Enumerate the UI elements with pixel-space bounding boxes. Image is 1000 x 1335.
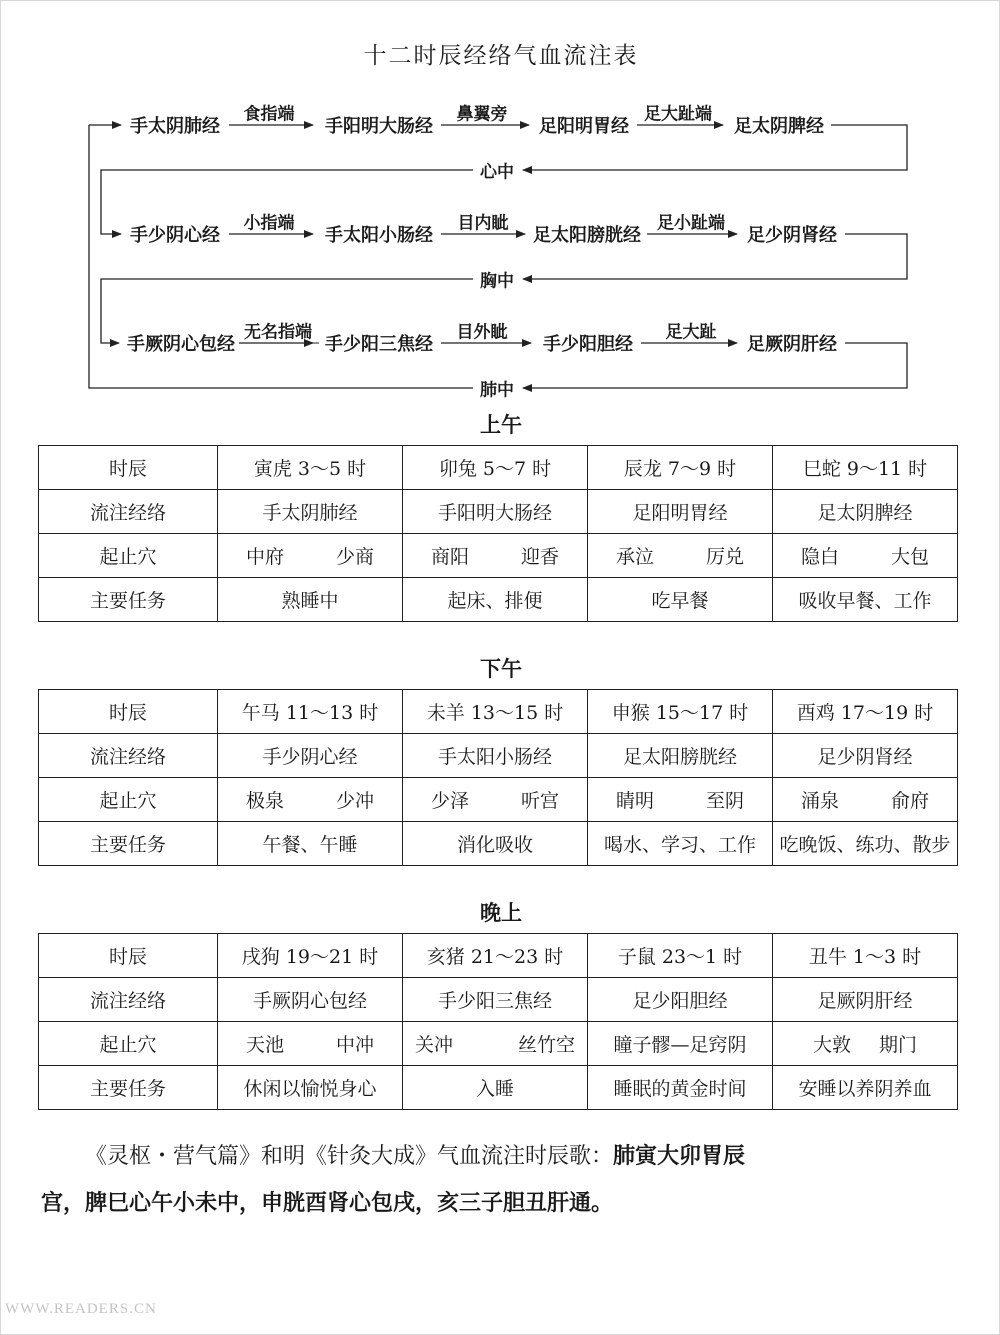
table-cell: 喝水、学习、工作	[588, 822, 773, 866]
table-row	[39, 978, 958, 1022]
table-cell: 卯兔 5～7 时	[403, 446, 588, 490]
node-large-intestine-meridian: 手阳明大肠经	[325, 116, 433, 137]
song-paragraph	[41, 1133, 961, 1227]
table-cell: 吸收早餐、工作	[773, 578, 958, 622]
morning-table	[38, 445, 958, 622]
table-cell: 入睡	[403, 1066, 588, 1110]
table-cell: 手少阴心经	[218, 734, 403, 778]
connector-label: 足小趾端	[657, 213, 725, 234]
row-header: 时辰	[39, 690, 218, 734]
node-gallbladder-meridian: 手少阳胆经	[543, 334, 633, 355]
node-lung-meridian: 手太阴肺经	[130, 116, 220, 137]
table-cell: 手少阳三焦经	[403, 978, 588, 1022]
table-cell	[403, 778, 588, 822]
table-cell: 巳蛇 9～11 时	[773, 446, 958, 490]
song-text-rest: 宫，脾巳心午小未中，申胱酉肾心包戌，亥三子胆丑肝通。	[41, 1191, 614, 1216]
table-cell: 休闲以愉悦身心	[218, 1066, 403, 1110]
end-point: 俞府	[890, 790, 929, 812]
table-cell: 吃早餐	[588, 578, 773, 622]
table-cell: 消化吸收	[403, 822, 588, 866]
table-row	[39, 734, 958, 778]
start-point: 中府	[246, 546, 285, 568]
table-cell: 手太阳小肠经	[403, 734, 588, 778]
table-cell	[218, 778, 403, 822]
start-point: 涌泉	[801, 790, 840, 812]
end-point: 厉兑	[705, 546, 744, 568]
table-row	[39, 490, 958, 534]
table-cell: 申猴 15～17 时	[588, 690, 773, 734]
end-point: 少冲	[335, 790, 374, 812]
table-cell	[773, 534, 958, 578]
start-point: 天池	[246, 1034, 285, 1056]
table-cell: 睡眠的黄金时间	[588, 1066, 773, 1110]
end-point: 至阴	[705, 790, 744, 812]
table-cell: 足太阴脾经	[773, 490, 958, 534]
connector-label: 目内眦	[457, 213, 509, 234]
table-cell: 瞳子髎—足窍阴	[588, 1022, 773, 1066]
table-cell	[403, 1022, 588, 1066]
table-cell: 丑牛 1～3 时	[773, 934, 958, 978]
node-stomach-meridian: 足阳明胃经	[539, 116, 629, 137]
table-cell	[588, 778, 773, 822]
afternoon-table	[38, 689, 958, 866]
paragraph-intro: 《灵枢・营气篇》和明《针灸大成》气血流注时辰歌：	[85, 1144, 614, 1169]
table-row	[39, 578, 958, 622]
table-cell: 熟睡中	[218, 578, 403, 622]
node-kidney-meridian: 足少阴肾经	[747, 225, 837, 246]
table-row	[39, 1066, 958, 1110]
end-point: 丝竹空	[517, 1034, 575, 1056]
node-bladder-meridian: 足太阳膀胱经	[533, 225, 641, 246]
row-header: 流注经络	[39, 490, 218, 534]
table-cell: 足少阴肾经	[773, 734, 958, 778]
start-point: 大敦	[813, 1034, 852, 1056]
table-cell: 足少阳胆经	[588, 978, 773, 1022]
node-pericardium-meridian: 手厥阴心包经	[127, 334, 235, 355]
end-point: 迎香	[520, 546, 559, 568]
row-header: 时辰	[39, 446, 218, 490]
connector-label: 小指端	[243, 213, 295, 234]
row-header: 主要任务	[39, 1066, 218, 1110]
table-cell	[218, 1022, 403, 1066]
table-row	[39, 1022, 958, 1066]
end-point: 少商	[335, 546, 374, 568]
table-cell: 足太阳膀胱经	[588, 734, 773, 778]
row-header: 起止穴	[39, 778, 218, 822]
section-title-evening: 晚上	[480, 901, 522, 925]
connector-label: 足大趾	[665, 322, 717, 343]
table-cell: 午马 11～13 时	[218, 690, 403, 734]
table-cell: 子鼠 23～1 时	[588, 934, 773, 978]
table-row	[39, 534, 958, 578]
connector-label: 无名指端	[244, 322, 312, 343]
connector-label: 目外眦	[456, 322, 508, 343]
node-heart-meridian: 手少阴心经	[130, 225, 220, 246]
table-cell	[773, 778, 958, 822]
table-row	[39, 822, 958, 866]
row-header: 主要任务	[39, 578, 218, 622]
start-point: 商阳	[431, 546, 470, 568]
table-cell: 手厥阴心包经	[218, 978, 403, 1022]
table-cell: 未羊 13～15 时	[403, 690, 588, 734]
end-point: 期门	[878, 1034, 917, 1056]
node-spleen-meridian: 足太阴脾经	[734, 116, 824, 137]
table-cell: 起床、排便	[403, 578, 588, 622]
return-label: 心中	[480, 162, 514, 183]
table-cell: 辰龙 7～9 时	[588, 446, 773, 490]
table-cell: 亥猪 21～23 时	[403, 934, 588, 978]
start-point: 睛明	[616, 790, 655, 812]
start-point: 关冲	[415, 1034, 454, 1056]
connector-label: 食指端	[243, 104, 295, 125]
table-cell	[403, 534, 588, 578]
row-header: 时辰	[39, 934, 218, 978]
connector-label: 足大趾端	[644, 104, 712, 125]
end-point: 听宫	[520, 790, 559, 812]
row-header: 流注经络	[39, 734, 218, 778]
table-cell: 酉鸡 17～19 时	[773, 690, 958, 734]
row-header: 流注经络	[39, 978, 218, 1022]
table-row	[39, 778, 958, 822]
song-text-start: 肺寅大卯胃辰	[613, 1144, 746, 1169]
table-cell: 手太阴肺经	[218, 490, 403, 534]
row-header: 起止穴	[39, 534, 218, 578]
start-point: 隐白	[801, 546, 840, 568]
page-title: 十二时辰经络气血流注表	[363, 43, 639, 69]
table-cell: 手阳明大肠经	[403, 490, 588, 534]
row-header: 起止穴	[39, 1022, 218, 1066]
start-point: 承泣	[616, 546, 655, 568]
table-cell: 戌狗 19～21 时	[218, 934, 403, 978]
section-title-afternoon: 下午	[480, 657, 522, 681]
table-cell: 足厥阴肝经	[773, 978, 958, 1022]
table-row	[39, 446, 958, 490]
table-cell: 吃晚饭、练功、散步	[773, 822, 958, 866]
table-cell: 寅虎 3～5 时	[218, 446, 403, 490]
table-row	[39, 934, 958, 978]
table-cell	[218, 534, 403, 578]
node-small-intestine-meridian: 手太阳小肠经	[325, 225, 433, 246]
meridian-flow-diagram	[1, 91, 1000, 401]
watermark: WWW.READERS.CN	[5, 1301, 157, 1317]
table-cell: 安睡以养阴养血	[773, 1066, 958, 1110]
table-cell: 午餐、午睡	[218, 822, 403, 866]
start-point: 极泉	[246, 790, 285, 812]
row-header: 主要任务	[39, 822, 218, 866]
node-triple-burner-meridian: 手少阳三焦经	[325, 334, 433, 355]
connector-label: 鼻翼旁	[456, 104, 508, 125]
table-cell	[588, 534, 773, 578]
section-title-morning: 上午	[480, 413, 522, 437]
end-point: 中冲	[335, 1034, 374, 1056]
return-label: 肺中	[480, 380, 514, 401]
return-label: 胸中	[480, 271, 514, 292]
end-point: 大包	[890, 546, 929, 568]
start-point: 少泽	[431, 790, 470, 812]
table-row	[39, 690, 958, 734]
table-cell	[773, 1022, 958, 1066]
evening-table	[38, 933, 958, 1110]
table-cell: 足阳明胃经	[588, 490, 773, 534]
node-liver-meridian: 足厥阴肝经	[747, 334, 837, 355]
